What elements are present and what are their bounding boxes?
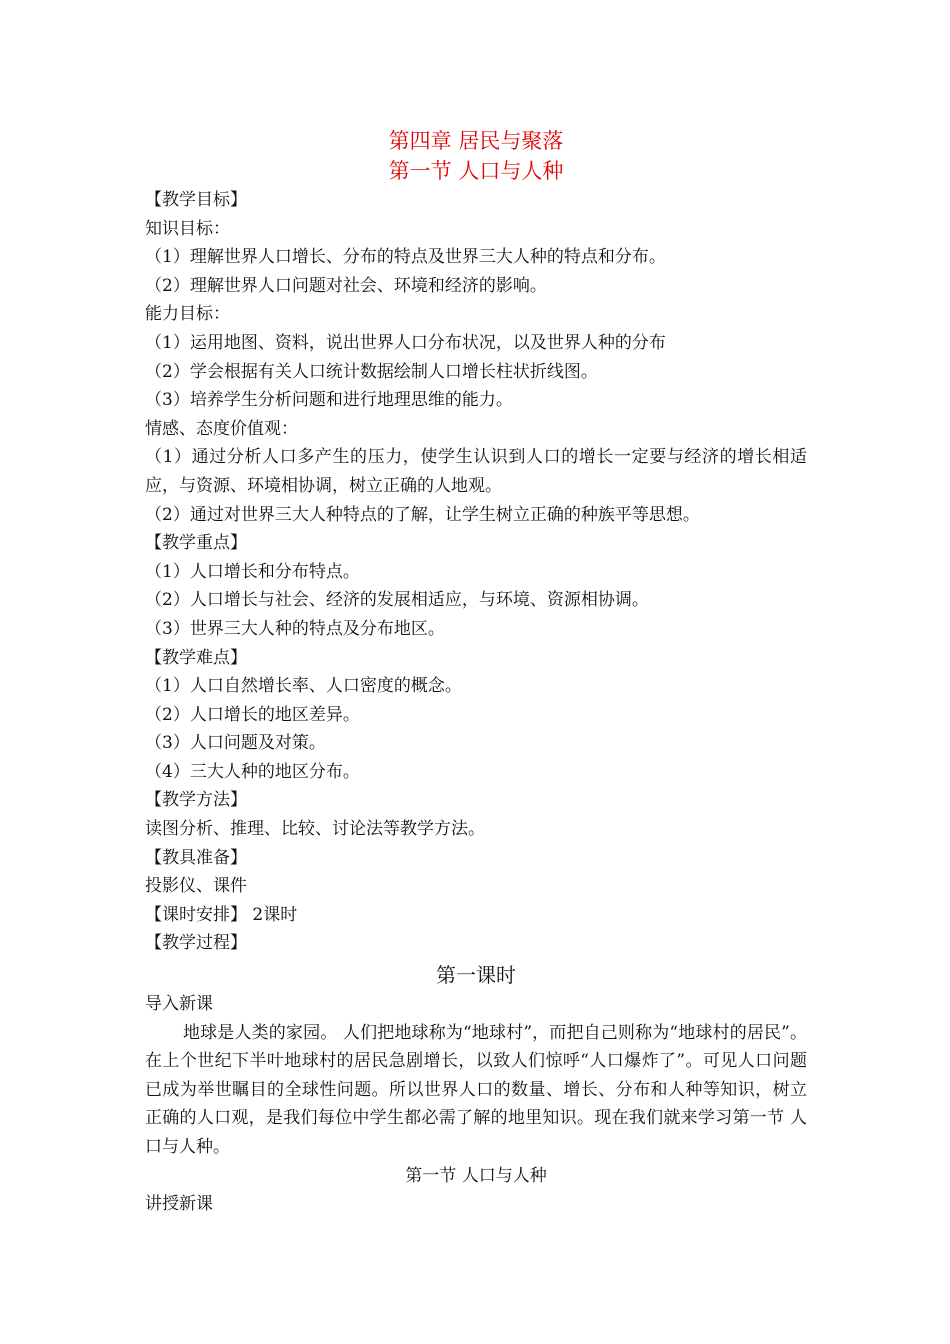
ability-item-1: （1）运用地图、资料，说出世界人口分布状况，以及世界人种的分布 [145,332,666,353]
document-page [145,120,807,1219]
emotion-item-2: （2）通过对世界三大人种特点的了解，让学生树立正确的种族平等思想。 [145,504,700,525]
difficulty-3: （3）人口问题及对策。 [145,733,326,754]
difficulty-1: （1）人口自然增长率、人口密度的概念。 [145,676,462,697]
ability-label: 能力目标： [145,304,230,325]
ability-item-2: （2）学会根据有关人口统计数据绘制人口增长柱状折线图。 [145,361,598,382]
heading-key-points: 【教学重点】 [145,533,247,554]
materials-text: 投影仪、课件 [145,876,247,897]
emotion-item-1: （1）通过分析人口多产生的压力，使学生认识到人口的增长一定要与经济的增长相适应，与资源、环境相协调，树立正确的人地观。 [145,447,807,496]
difficulty-2: （2）人口增长的地区差异。 [145,704,360,725]
key-point-2: （2）人口增长与社会、经济的发展相适应，与环境、资源相协调。 [145,590,649,611]
heading-objectives: 【教学目标】 [145,190,247,210]
chapter-title: 第四章 居民与聚落 [388,129,564,153]
sub-section-title: 第一节 人口与人种 [405,1165,547,1186]
emotion-label: 情感、态度价值观： [145,418,298,439]
section-title: 第一节 人口与人种 [388,159,564,183]
heading-difficulties: 【教学难点】 [145,647,247,668]
ability-item-3: （3）培养学生分析问题和进行地理思维的能力。 [145,390,513,411]
knowledge-label: 知识目标： [145,218,230,239]
intro-paragraph: 地球是人类的家园。 人们把地球称为“地球村”，而把自己则称为“地球村的居民”。在上个世纪下半叶地球村的居民急剧增长，以致人们惊呼“人口爆炸了”。可见人口问题已成为举世瞩目的全球性问题。所以世界人口的数量、增长、分布和人种等知识，树立正确的人口观，是我们每位中学生都必需了解的地里知识。现在我们就来学习第一节 人口与人种。 [145,1022,807,1157]
heading-materials: 【教具准备】 [145,847,247,868]
knowledge-item-2: （2）理解世界人口问题对社会、环境和经济的影响。 [145,275,547,296]
teach-label: 讲授新课 [145,1194,213,1215]
lesson-title: 第一课时 [436,963,516,988]
intro-label: 导入新课 [145,994,213,1015]
knowledge-item-1: （1）理解世界人口增长、分布的特点及世界三大人种的特点和分布。 [145,247,666,268]
heading-process: 【教学过程】 [145,933,247,954]
key-point-3: （3）世界三大人种的特点及分布地区。 [145,618,445,639]
methods-text: 读图分析、推理、比较、讨论法等教学方法。 [145,819,485,840]
heading-methods: 【教学方法】 [145,790,247,811]
difficulty-4: （4）三大人种的地区分布。 [145,761,360,782]
key-point-1: （1）人口增长和分布特点。 [145,561,360,582]
heading-schedule: 【课时安排】 2课时 [145,904,298,925]
